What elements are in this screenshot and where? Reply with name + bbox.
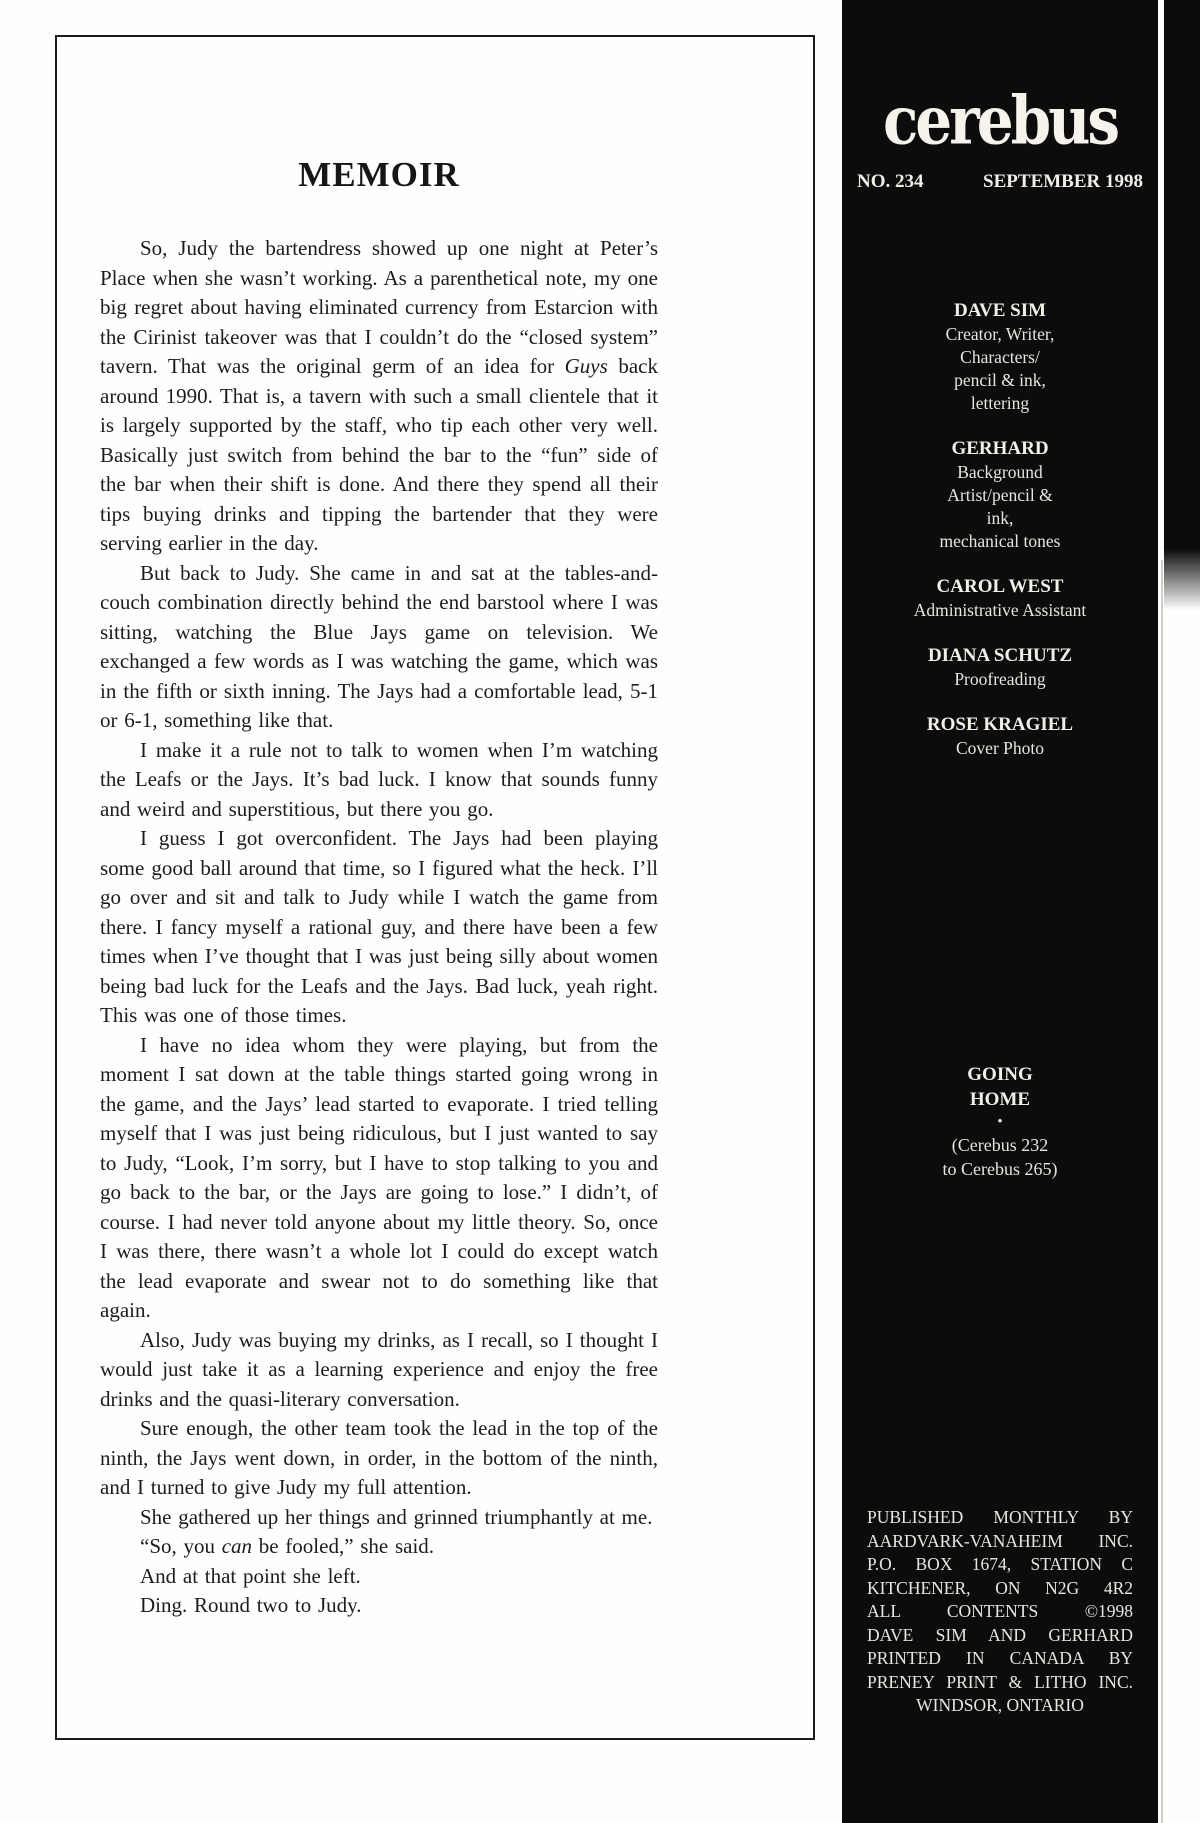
credit-role: Administrative Assistant [913, 600, 1087, 620]
publisher-line: DAVE SIM AND GERHARD [867, 1624, 1133, 1645]
credit-group [842, 574, 1158, 622]
publisher-line: ALL CONTENTS ©1998 [867, 1601, 1133, 1621]
credit-name: CAROL WEST [936, 576, 1064, 597]
storyline-title-line1: GOING [967, 1064, 1033, 1085]
credit-role: Background [957, 462, 1043, 482]
publisher-info [867, 1506, 1133, 1718]
publisher-line: AARDVARK-VANAHEIM INC. [867, 1530, 1133, 1551]
credit-role: Proofreading [954, 669, 1046, 689]
memoir-body [100, 234, 658, 1621]
paragraph: I make it a rule not to talk to women when I’m watching the Leafs or the Jays. It’s bad luck. I know that sounds funny and weird and superstitious, but there you go. [100, 737, 658, 821]
bullet-separator: • [997, 1114, 1003, 1130]
publisher-line: P.O. BOX 1674, STATION C [867, 1554, 1133, 1574]
publisher-line: PRENEY PRINT & LITHO INC. [867, 1671, 1133, 1692]
paragraph: But back to Judy. She came in and sat at the tables-and-couch combination directly behind the end barstool where I was sitting, watching the Blue Jays game on television. We exchanged a few words as I was watching the game, which was in the fifth or sixth inning. The Jays had a comfortable lead, 5-1 or 6-1, something like that. [100, 560, 658, 732]
credit-name: ROSE KRAGIEL [926, 714, 1074, 735]
paragraph: She gathered up her things and grinned triumphantly at me. [140, 1504, 653, 1529]
credit-role: lettering [970, 393, 1030, 413]
issue-row [842, 171, 1158, 193]
credit-role: Creator, Writer, [945, 324, 1055, 344]
credit-role: Characters/ [960, 347, 1040, 367]
credit-name: DIANA SCHUTZ [927, 645, 1073, 666]
publisher-line: PRINTED IN CANADA BY [867, 1648, 1133, 1668]
publisher-line: PUBLISHED MONTHLY BY [867, 1507, 1133, 1527]
credit-name: GERHARD [951, 438, 1049, 459]
storyline-range-line1: (Cerebus 232 [951, 1135, 1049, 1155]
page-title: MEMOIR [298, 155, 460, 194]
credit-group [842, 298, 1158, 415]
storyline-title-line2: HOME [969, 1089, 1031, 1110]
credit-role: Artist/pencil & [947, 485, 1053, 505]
credit-role: Cover Photo [956, 738, 1044, 758]
credit-group [842, 436, 1158, 553]
credit-group [842, 712, 1158, 760]
credit-name: DAVE SIM [953, 300, 1047, 321]
credit-role: pencil & ink, [954, 370, 1046, 390]
credit-role: ink, [986, 508, 1014, 528]
storyline-range-line2: to Cerebus 265) [942, 1159, 1058, 1179]
scan-shadow [1164, 0, 1200, 610]
credits-list [842, 298, 1158, 781]
paragraph: “So, you can be fooled,” she said. [140, 1534, 435, 1558]
paragraph: And at that point she left. [140, 1563, 361, 1588]
publisher-line: KITCHENER, ON N2G 4R2 [867, 1577, 1133, 1598]
paragraph: Sure enough, the other team took the lead in the top of the ninth, the Jays went down, in order, in the bottom of the ninth, and I turned to give Judy my full attention. [100, 1416, 658, 1499]
paragraph: I guess I got overconfident. The Jays had been playing some good ball around that time, so I figured what the heck. I’ll go over and sit and talk to Judy while I watch the game from there. I fancy myself a rational guy, and there have been a few times when I’ve thought that I was just being silly about women being bad luck for the Leafs and the Jays. Bad luck, yeah right. This was one of those times. [100, 826, 658, 1027]
credit-group [842, 643, 1158, 691]
paragraph: Ding. Round two to Judy. [140, 1593, 362, 1617]
paragraph: So, Judy the bartendress showed up one night at Peter’s Place when she wasn’t working. As a parenthetical note, my one big regret about having eliminated currency from Estarcion with the Cirinist takeover was that I couldn’t do the “closed system” tavern. That was the original germ of an idea for Guys back around 1990. That is, a tavern with such a small clientele that it is largely supported by the staff, who tip each other very well. Basically just switch from behind the bar to the “fun” side of the bar when their shift is done. And there they spend all their tips buying drinks and tipping the bartender that they were serving earlier in the day. [100, 236, 658, 555]
paragraph: Also, Judy was buying my drinks, as I recall, so I thought I would just take it as a learning experience and enjoy the free drinks and the quasi-literary conversation. [100, 1327, 658, 1411]
page-frame [55, 35, 815, 1740]
storyline-block [842, 1062, 1158, 1181]
publisher-line: WINDSOR, ONTARIO [916, 1695, 1084, 1715]
masthead-sidebar [842, 0, 1158, 1823]
issue-number: NO. 234 [857, 171, 924, 192]
issue-date: SEPTEMBER 1998 [983, 171, 1143, 192]
scan-edge-line [1161, 560, 1163, 1823]
paragraph: I have no idea whom they were playing, but from the moment I sat down at the table things started going wrong in the game, and the Jays’ lead started to evaporate. I tried telling myself that I was just being ridiculous, but I just wanted to say to Judy, “Look, I’m sorry, but I have to stop talking to you and go back to the bar, or the Jays are going to lose.” I didn’t, of course. I had never told anyone about my little theory. So, once I was there, there wasn’t a whole lot I could do except watch the lead evaporate and swear not to do something like that again. [100, 1032, 658, 1322]
credit-role: mechanical tones [939, 531, 1061, 551]
cerebus-logo: cerebus [882, 82, 1118, 160]
